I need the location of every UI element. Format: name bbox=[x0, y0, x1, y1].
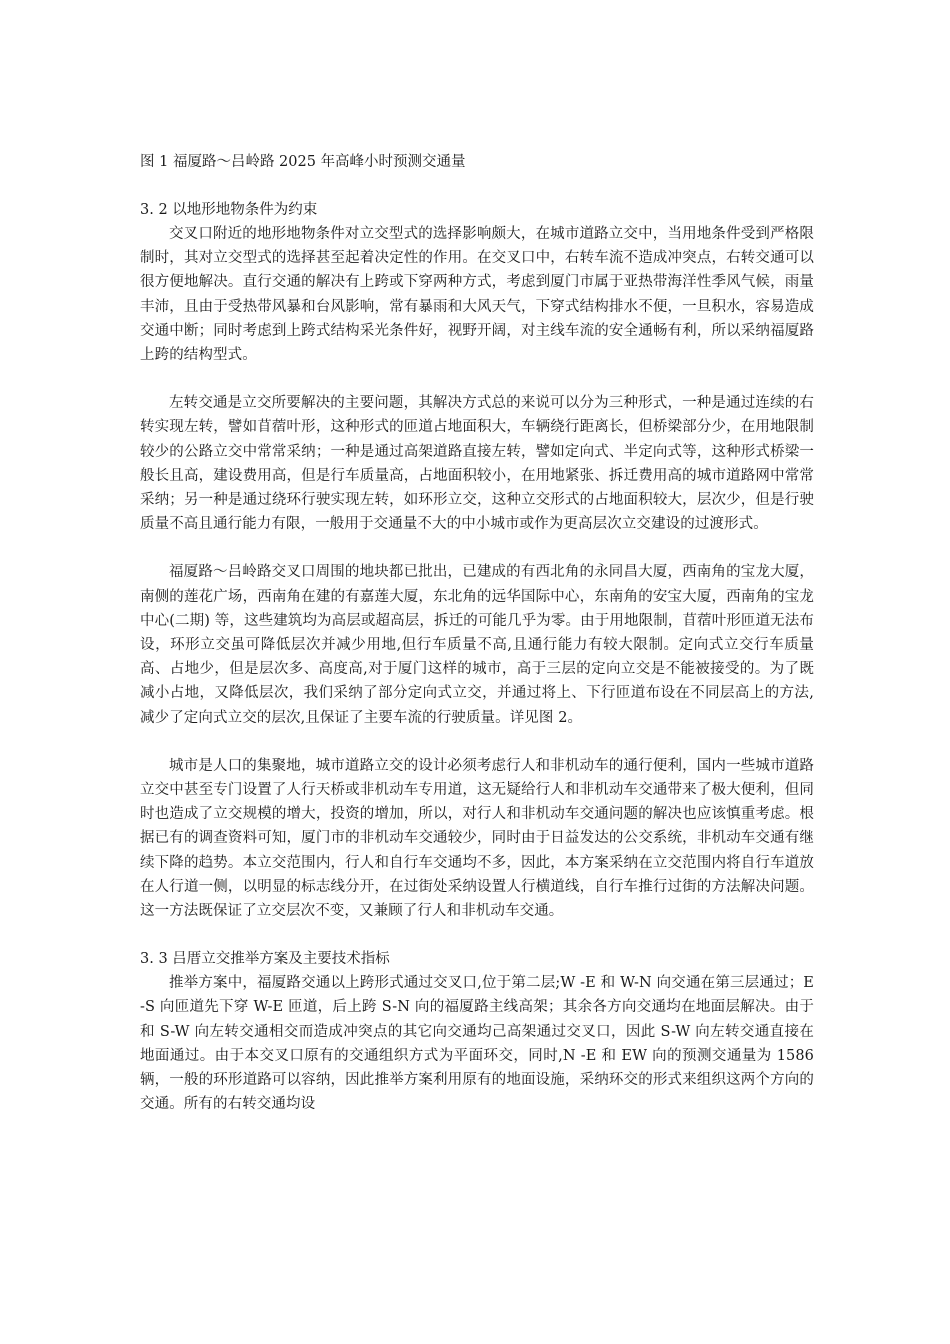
document-body bbox=[140, 150, 814, 1117]
paragraph-terrain-constraints: 交叉口附近的地形地物条件对立交型式的选择影响颇大，在城市道路立交中，当用地条件受到严格限制时，其对立交型式的选择甚至起着决定性的作用。在交叉口中，右转车流不造成冲突点，右转交通可以很方便地解决。直行交通的解决有上跨或下穿两种方式，考虑到厦门市属于亚热带海洋性季风气候，雨量丰沛，且由于受热带风暴和台风影响，常有暴雨和大风天气，下穿式结构排水不便，一旦积水，容易造成交通中断；同时考虑到上跨式结构采光条件好，视野开阔，对主线车流的安全通畅有利，所以采纳福厦路上跨的结构型式。 bbox=[140, 226, 814, 364]
paragraph-left-turn-forms: 左转交通是立交所要解决的主要问题，其解决方式总的来说可以分为三种形式，一种是通过连续的右转实现左转，譬如苜蓿叶形，这种形式的匝道占地面积大，车辆绕行距离长，但桥梁部分少，在用地限制较少的公路立交中常常采纳；一种是通过高架道路直接左转，譬如定向式、半定向式等，这种形式桥梁一般长且高，建设费用高，但是行车质量高，占地面积较小，在用地紧张、拆迁费用高的城市道路网中常常采纳；另一种是通过绕环行驶实现左转，如环形立交，这种立交形式的占地面积较大，层次少，但是行驶质量不高且通行能力有限，一般用于交通量不大的中小城市或作为更高层次立交建设的过渡形式。 bbox=[140, 395, 814, 533]
paragraph-recommended-scheme: 推举方案中，福厦路交通以上跨形式通过交叉口,位于第二层;W -E 和 W-N 向交通在第三层通过；E-S 向匝道先下穿 W-E 匝道，后上跨 S-N 向的福厦路主线高架；其余各方向交通均在地面层解决。由于和 S-W 向左转交通相交而造成冲突点的其它向交通均己高架通过交叉口，因此 S-W 向左转交通直接在地面通过。由于本交叉口原有的交通组织方式为平面环交，同时,N -E 和 EW 向的预测交通量为 1586 辆，一般的环形道路可以容纳，因此推举方案利用原有的地面设施，采纳环交的形式来组织这两个方向的交通。所有的右转交通均设 bbox=[140, 975, 814, 1113]
section-heading-3-3: 3. 3 吕厝立交推举方案及主要技术指标 bbox=[140, 951, 390, 968]
paragraph-pedestrian-bicycle: 城市是人口的集聚地，城市道路立交的设计必须考虑行人和非机动车的通行便利，国内一些城市道路立交中甚至专门设置了人行天桥或非机动车专用道，这无疑给行人和非机动车交通带来了极大便利，但同时也造成了立交规模的增大，投资的增加，所以，对行人和非机动车交通问题的解决也应该慎重考虑。根据已有的调查资料可知，厦门市的非机动车交通较少，同时由于日益发达的公交系统，非机动车交通有继续下降的趋势。本立交范围内，行人和自行车交通均不多，因此，本方案采纳在立交范围内将自行车道放在人行道一侧，以明显的标志线分开，在过街处采纳设置人行横道线，自行车推行过街的方法解决问题。这一方法既保证了立交层次不变，又兼顾了行人和非机动车交通。 bbox=[140, 757, 814, 920]
figure-caption: 图 1 福厦路～吕岭路 2025 年高峰小时预测交通量 bbox=[140, 154, 466, 170]
section-heading-3-2: 3. 2 以地形地物条件为约束 bbox=[140, 202, 318, 218]
paragraph-site-constraints: 福厦路～吕岭路交叉口周围的地块都已批出，已建成的有西北角的永同昌大厦，西南角的宝龙大厦，南侧的莲花广场，西南角在建的有嘉莲大厦，东北角的远华国际中心，东南角的安宝大厦，西南角的宝龙中心(二期) 等，这些建筑均为高层或超高层，拆迁的可能几乎为零。由于用地限制，苜蓿叶形匝道无法布设，环形立交虽可降低层次并减少用地,但行车质量不高,且通行能力有较大限制。定向式立交行车质量高、占地少，但是层次多、高度高,对于厦门这样的城市，高于三层的定向立交是不能被接受的。为了既减小占地，又降低层次，我们采纳了部分定向式立交，并通过将上、下行匝道布设在不同层高上的方法,减少了定向式立交的层次,且保证了主要车流的行驶质量。详见图 2。 bbox=[140, 564, 814, 726]
